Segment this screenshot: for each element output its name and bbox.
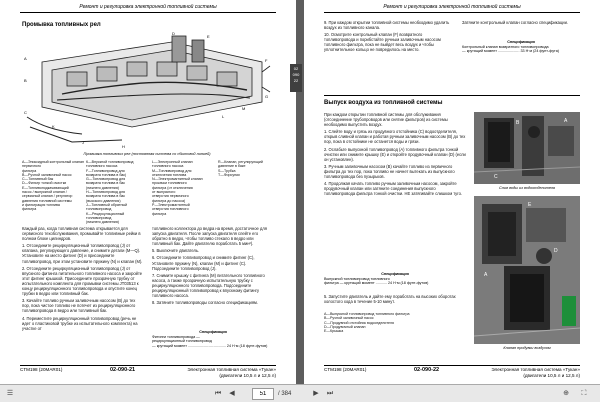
legend-line: P—Электромагнитный [152, 202, 190, 207]
legend-line: возврата топлива в бак [86, 194, 125, 199]
section-tab [290, 64, 302, 92]
spec-title: Спецификация [199, 330, 227, 334]
legend-line: F—Топливопровод для [86, 168, 125, 173]
top-left-text [324, 20, 454, 55]
paragraph: 1. Слейте воду и грязь из продувного отстойника (C) водоотделителя, открыв сливной клапан и работая ручным заливочным насосом (В) до тех пор, пока в отстойнике не останется воды и грязи. [324, 129, 466, 145]
legend-line: от выпускного [152, 190, 176, 195]
legend-line: фильтра (от отключения [152, 185, 193, 190]
svg-text:K: K [52, 124, 55, 129]
left-page [0, 0, 296, 384]
legend-line: M—Топливопровод для [152, 168, 192, 173]
footer-title: Электронная топливная система «Тукан» [187, 367, 276, 372]
tab-label: 02 [293, 66, 299, 71]
legend-line: фильтра [22, 207, 37, 212]
paragraph: 4. Продолжая качать топливо ручным заливочным насосом, закройте продувочный клапан или затяните соединения выпускного топливопровода фильтра тонкой очистки. НЕ затягивайте слишком туго. [324, 181, 463, 197]
legend-line: H—Топливопровод для [86, 190, 125, 195]
legend-line: R—Клапан, регулирующий [218, 160, 263, 164]
legend-line: K—Рециркуляционный [86, 211, 125, 216]
figure-caption: Промывка топливных рел (постоянная система со сбытовой линией) [83, 152, 211, 156]
zoom-icon[interactable]: ⊕ [563, 390, 569, 397]
tab-label: 22 [293, 78, 299, 83]
svg-text:L: L [222, 114, 225, 119]
legend-col1 [22, 160, 84, 212]
legend-line: A—Выпускной топливопровод топливного фильтра [324, 312, 410, 316]
photo1-caption: Слив воды из водоотделителя [498, 186, 556, 190]
legend [324, 312, 466, 333]
svg-text:G: G [265, 94, 269, 99]
total-pages: / 384 [278, 391, 292, 397]
legend-line: фильтра до насоса) [152, 198, 186, 203]
legend-line: G—Топливопровод для [86, 177, 126, 182]
page-header: Ремонт и регулировка электронной топливной системы [20, 4, 276, 13]
legend-line: топливопровод [86, 215, 112, 220]
bleed-valve-photo [474, 196, 580, 344]
legend-line: прокачки топливного [152, 181, 187, 186]
legend-line: C—Продувной отстойник водоотделителя [324, 320, 394, 325]
text-column-right [152, 226, 274, 307]
page-number-input[interactable] [252, 388, 274, 400]
spec-title: Спецификация [381, 272, 409, 276]
footer-code: CTM198 (20MAR01) [20, 367, 63, 372]
legend-col3 [152, 160, 216, 216]
legend-line: фильтра [152, 211, 167, 216]
legend-line: К—Впускной топливопровод [86, 160, 134, 164]
legend-line: топливного насоса [152, 164, 184, 169]
legend-line: возврата топлива в бак [86, 181, 125, 186]
fuel-flush-diagram [22, 32, 272, 150]
legend-col4 [218, 160, 274, 177]
water-separator-photo [474, 112, 580, 184]
page-footer [324, 365, 580, 378]
footer-subtitle: (двигатели 10,5 л и 12,5 л) [219, 373, 276, 378]
legend-line: C—Топливный бак [22, 177, 54, 182]
legend-line: S—Трубка [218, 168, 236, 173]
legend-line: А—Эпоксидный контрольный клапан первичного [22, 160, 84, 169]
menu-icon[interactable]: ☰ [6, 390, 14, 397]
footer-page-number: 02-090-21 [110, 367, 136, 373]
paragraph: 10. Осмотрите контрольный клапан (F) возвратного топливопровода и порибстайте ручным заливочным насосом топливного фильтра, пока не выйдет весь воздух и чтобы уплотнительное кольцо не повредилось на место. [324, 32, 441, 53]
paragraph: 9. При каждом открытии топливной системы необходимо удалить воздух из топливного канала. [324, 20, 450, 31]
legend-line: давления топливной системы [22, 198, 72, 203]
paragraph: 2. Отсоедините рециркуляционный топливопровод (J) от впускного фитинга питательного топливного насоса и закройте этот фитинг крышкой. Присоедините прозрачную трубку от испытательного комплекта для промывки системы JT03513 к концу рециркуляционного топливопровода и опустите конец трубки в ведро или топливный бак. [22, 265, 143, 297]
legend-col2 [86, 160, 150, 224]
paragraph: 1. Отсоедините рециркуляционный топливопровод (J) от клапана, регулирующего давление, и снимите детали (M—Q). Установите на место фитинг (D) и присоедините топливопровод, при этом установите пружину (N) и клапан (М). [22, 243, 143, 264]
footer-page-number: 02-090-22 [414, 367, 440, 373]
legend-line: давление в баке [218, 164, 246, 169]
next-page-icon[interactable]: ▶ [313, 390, 319, 397]
svg-text:E: E [528, 202, 532, 208]
legend-line: J—Топливный обратный [86, 202, 128, 207]
legend-line: отверстия топливного [152, 207, 189, 212]
paragraph: 4. Переместите рециркуляционный топливопровод (речь не идет о пластиковой трубке из испытательного комплекта) на участке от [22, 315, 138, 331]
legend-line: фильтра [22, 168, 37, 173]
svg-text:D: D [554, 248, 558, 254]
right-page [304, 0, 600, 384]
svg-text:J: J [82, 140, 84, 145]
legend-line: D—Фильтр тонкой очистки [22, 181, 67, 186]
footer-subtitle: (двигатели 10,5 л и 12,5 л) [523, 373, 580, 378]
bleed-procedure-text [324, 112, 466, 198]
legend-line: B—Ручной заливочный насос [22, 172, 72, 177]
spec-row: Контрольный клапан возвратного топливопровода [462, 44, 549, 49]
spec-row: фильтра — крутящий момент ........... 24 Н·м (18 фунт-футов) [324, 281, 429, 286]
spec-title: Спецификация [507, 40, 535, 44]
top-right-text: Затяните контрольный клапан согласно спецификации. [462, 20, 568, 25]
text-column-left [22, 226, 144, 333]
legend-line: (нижнего давления) [86, 185, 119, 190]
legend-line: топливопровод [86, 207, 112, 212]
legend-line: L—Электронный клапан [152, 160, 193, 164]
svg-text:M: M [242, 106, 246, 111]
section-title: Выпуск воздуха из топливной системы [324, 100, 443, 106]
svg-text:A: A [564, 118, 568, 124]
legend-line: возврата топлива в бак) [86, 172, 127, 177]
paragraph: 6. Отсоедините топливопровод и снимите фитинг (C), Установите пружину (N), клапан (M) и фитинг (C). Подсоедините топливопровод (J). [152, 255, 255, 271]
page-footer [20, 365, 276, 378]
spec-block-bleed [324, 272, 466, 286]
legend-line: N—Электромагнитный клапан [152, 177, 203, 182]
svg-text:H: H [122, 144, 125, 149]
paragraph: 3. Ручным заливочным насосом (B) качайте топливо из первичного фильтра до тех пор, пока топливо не начнет вытекать из выпускного топливопровода без пузырьков. [324, 163, 455, 180]
paragraph: При каждом открытии топливной системы для обслуживания (отсоединение трубопроводов или снятие фильтров) из системы необходимо выпустить воздух. [324, 112, 448, 128]
svg-text:A: A [484, 272, 488, 278]
svg-text:D: D [172, 32, 175, 36]
legend-line: E—Топливоподкачивающий [22, 185, 69, 190]
paragraph: 7. Снимите крышку с фитинга (M) питательного топливного насоса, а также прозрачную испытательную трубку с рециркуляционного топливопровода. Подсоедините рециркуляционный топливопровод к впускному фитингу топливного насоса. [152, 272, 265, 299]
paragraph: 5. Выключите двигатель. [152, 248, 200, 254]
divider [324, 95, 580, 96]
paragraph: топливного коллектора до ведра на время, достаточное для запуска двигателя. После запуска двигателя слейте его обратно в ведро, чтобы топливо стекало в ведро или топливный бак. Дайте двигателю поработать 5 мин²). [152, 226, 267, 247]
svg-text:B: B [516, 120, 520, 126]
svg-text:B: B [24, 78, 27, 83]
viewer-toolbar [0, 384, 600, 402]
last-page-icon[interactable]: ⏭ [326, 390, 334, 397]
section-title: Промывка топливных рел [22, 22, 101, 28]
spec-row: Фитинги топливопровода — [152, 334, 200, 339]
spec-block-top [462, 40, 580, 54]
paragraph: 3. Качайте топливо ручным заливочным насосом (B) до тех пор, пока чистое топливо не потечет из рециркуляционного топливопровода в ведро или топливный бак. [22, 298, 136, 314]
legend-line: (нижнего давления) [86, 220, 119, 225]
prev-page-icon[interactable]: ◀ [229, 390, 235, 397]
legend-line: отверстия первичного [152, 194, 189, 199]
paragraph: Каждый раз, когда топливная система открывается для сервисного техобслуживания, промывайте топливные рейки в полном блоке цилиндров. [22, 226, 141, 242]
tab-label: 090 [292, 72, 300, 77]
photo2-caption: Клапан продувки воздухом [503, 346, 551, 350]
legend-line: насос / выпускной клапан / [22, 190, 67, 195]
svg-text:C: C [494, 174, 498, 180]
legend-line: T—Форсунки [218, 172, 240, 177]
legend-line: отключения топлива [152, 172, 187, 177]
spec-row: — крутящий момент ..................... 33 Н·м (24 фунт-фута) [462, 49, 559, 54]
first-page-icon[interactable]: ⏮ [214, 390, 222, 397]
step-5-text: 5. Запустите двигатель и дайте ему поработать на высоких оборотах холостого хода в течение 5-10 минут. [324, 294, 456, 305]
spec-row: рециркуляционный топливопровод [152, 339, 212, 344]
paragraph: 2. Ослабьте выпускной топливопровод (A) топливного фильтра тонкой очистки или снимите крышку (E) и откройте продувочный клапан (D) (если он установлен). [324, 146, 466, 162]
svg-text:F: F [265, 58, 268, 63]
paragraph: 8. Затяните топливопроводы согласно спецификациям. [152, 300, 258, 306]
legend-line: (высокого давления) [86, 198, 121, 203]
legend-line: и фильтрация топлива [22, 202, 60, 207]
legend-line: топливного насоса [86, 164, 118, 169]
page-header: Ремонт и регулировка электронной топливной системы [324, 4, 580, 13]
legend-line: B—Ручной заливочный насос [324, 316, 374, 321]
spec-row: Выпускной топливопровод топливного [324, 276, 390, 281]
legend-line: E—Крышка [324, 329, 344, 334]
svg-text:A: A [24, 56, 27, 61]
svg-text:C: C [24, 110, 27, 115]
footer-title: Электронная топливная система «Тукан» [491, 367, 580, 372]
fullscreen-icon[interactable]: ⛶ [581, 390, 587, 397]
spec-block [152, 330, 274, 348]
svg-text:E: E [207, 34, 210, 39]
legend-line: D—Продувочный клапан [324, 324, 366, 329]
spec-row: — крутящий момент ..................................... 24 Н·м (18 фунт-футов) [152, 343, 268, 348]
legend-line: сервисный клапан / регулятор [22, 194, 73, 199]
footer-code: CTM198 (20MAR01) [324, 367, 367, 372]
